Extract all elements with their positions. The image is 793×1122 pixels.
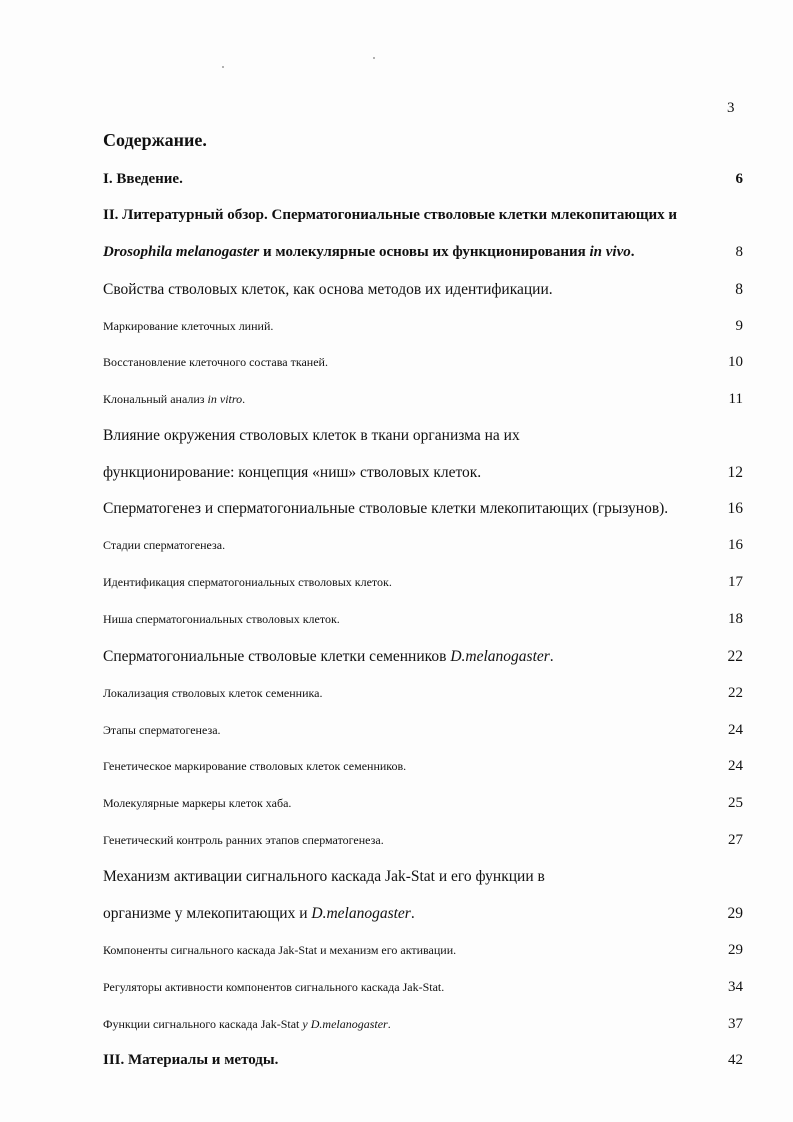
- toc-entry-page: 27: [728, 832, 743, 848]
- toc-entry: [103, 391, 743, 413]
- toc-entry: [103, 354, 743, 376]
- toc-entry-text: .: [410, 905, 415, 922]
- toc-entry: [103, 868, 743, 890]
- toc-entry: [103, 318, 743, 340]
- toc-entry-text: Сперматогониальные стволовые клетки семенников: [103, 648, 451, 665]
- toc-entry-text: in vitro: [207, 392, 243, 406]
- toc-entry-page: 29: [728, 942, 743, 958]
- toc-entry-text: III. Материалы и методы.: [103, 1052, 279, 1068]
- toc-entry-text: I. Введение.: [103, 171, 183, 187]
- toc-entry-page: 9: [735, 318, 743, 334]
- toc-entry-page: 22: [727, 648, 743, 665]
- toc-entry-text: Механизм активации сигнального каскада Jak-Stat и его функции в: [103, 868, 545, 885]
- toc-entry: [103, 574, 743, 596]
- toc-entry-page: 34: [728, 979, 743, 995]
- toc-title: Содержание.: [103, 130, 207, 150]
- toc-entry-page: 24: [728, 722, 743, 738]
- toc-entry-text: Идентификация сперматогониальных стволовых клеток.: [103, 575, 392, 589]
- toc-entry-page: 25: [728, 795, 743, 811]
- toc-entry-text: Локализация стволовых клеток семенника.: [103, 686, 323, 700]
- toc-entry-text: II. Литературный обзор. Сперматогониальные стволовые клетки млекопитающих и: [103, 207, 678, 223]
- toc-entry: [103, 722, 743, 744]
- toc-entry-text: Молекулярные маркеры клеток хаба.: [103, 796, 292, 810]
- toc-entry: [103, 611, 743, 633]
- toc-entry-text: Ниша сперматогониальных стволовых клеток.: [103, 612, 340, 626]
- toc-entry: [103, 758, 743, 780]
- toc-entry-text: D.melanogaster: [450, 648, 550, 665]
- toc-entry: [103, 537, 743, 559]
- toc-entry: [103, 464, 743, 486]
- toc-entry-text: у D.melanogaster: [302, 1017, 388, 1031]
- toc-entry: [103, 905, 743, 927]
- toc-entry-text: .: [549, 648, 554, 665]
- toc-entry-text: Регуляторы активности компонентов сигнального каскада Jak-Stat.: [103, 980, 445, 994]
- toc-entry-page: 24: [728, 758, 743, 774]
- page-number: 3: [727, 100, 735, 116]
- toc-entry-text: Сперматогенез и сперматогониальные стволовые клетки млекопитающих (грызунов).: [103, 500, 669, 517]
- scan-speck: [222, 66, 224, 68]
- toc-entry-text: Свойства стволовых клеток, как основа методов их идентификации.: [103, 281, 553, 298]
- toc-entry-materials-methods: [103, 1052, 743, 1074]
- toc-entry: [103, 500, 743, 522]
- toc-entry-page: 10: [728, 354, 743, 370]
- toc-entry-page: 8: [735, 281, 743, 298]
- toc-entry-page: 37: [728, 1016, 743, 1032]
- toc-entry: [103, 281, 743, 303]
- toc-entry: [103, 832, 743, 854]
- toc-entry-text: Этапы сперматогенеза.: [103, 723, 221, 737]
- toc-entry-text: Клональный анализ: [103, 392, 208, 406]
- toc-entry-text: .: [242, 392, 246, 406]
- toc-entry: [103, 795, 743, 817]
- toc-entry-page: 11: [728, 391, 743, 407]
- toc-entry-text: и молекулярные основы их функционирования: [259, 244, 590, 260]
- toc-entry-text: Маркирование клеточных линий.: [103, 319, 274, 333]
- toc-entry-page: 6: [735, 171, 743, 187]
- toc-entry-page: 42: [728, 1052, 743, 1068]
- toc-entry-page: 16: [727, 500, 743, 517]
- toc-entry-introduction: [103, 171, 743, 193]
- toc-entry-literature-review: [103, 207, 743, 229]
- toc-entry-text: Компоненты сигнального каскада Jak-Stat и механизм его активации.: [103, 943, 457, 957]
- toc-entry-text: .: [630, 244, 635, 260]
- toc-entry-page: 17: [728, 574, 743, 590]
- toc-entry: [103, 685, 743, 707]
- toc-entry: [103, 942, 743, 964]
- toc-entry-page: 18: [728, 611, 743, 627]
- toc-entry-literature-review-cont: [103, 244, 743, 266]
- toc-entry: [103, 427, 743, 449]
- toc-entry: [103, 1016, 743, 1038]
- toc-entry: [103, 648, 743, 670]
- toc-entry-text: Восстановление клеточного состава тканей.: [103, 355, 328, 369]
- toc-entry-text: Функции сигнального каскада Jak-Stat: [103, 1017, 303, 1031]
- toc-entry-page: 22: [728, 685, 743, 701]
- toc-entry-text: организме у млекопитающих и: [103, 905, 312, 922]
- toc-entry-text: Влияние окружения стволовых клеток в ткани организма на их: [103, 427, 520, 444]
- toc-entry-text: Стадии сперматогенеза.: [103, 538, 226, 552]
- toc-entry-page: 16: [728, 537, 743, 553]
- toc-entry-text: Генетический контроль ранних этапов сперматогенеза.: [103, 833, 384, 847]
- toc-entry-text: in vivo: [589, 244, 631, 260]
- toc-entry-text: Drosophila melanogaster: [103, 244, 260, 260]
- toc-entry-text: Генетическое маркирование стволовых клеток семенников.: [103, 759, 407, 773]
- toc-entry-page: 29: [727, 905, 743, 922]
- toc-entry-page: 12: [727, 464, 743, 481]
- toc-entry-page: 8: [735, 244, 743, 260]
- scan-speck: [373, 57, 375, 59]
- toc-entry-text: .: [387, 1017, 391, 1031]
- toc-entry-text: функционирование: концепция «ниш» стволовых клеток.: [103, 464, 482, 481]
- toc-entry-text: D.melanogaster: [311, 905, 411, 922]
- toc-entry: [103, 979, 743, 1001]
